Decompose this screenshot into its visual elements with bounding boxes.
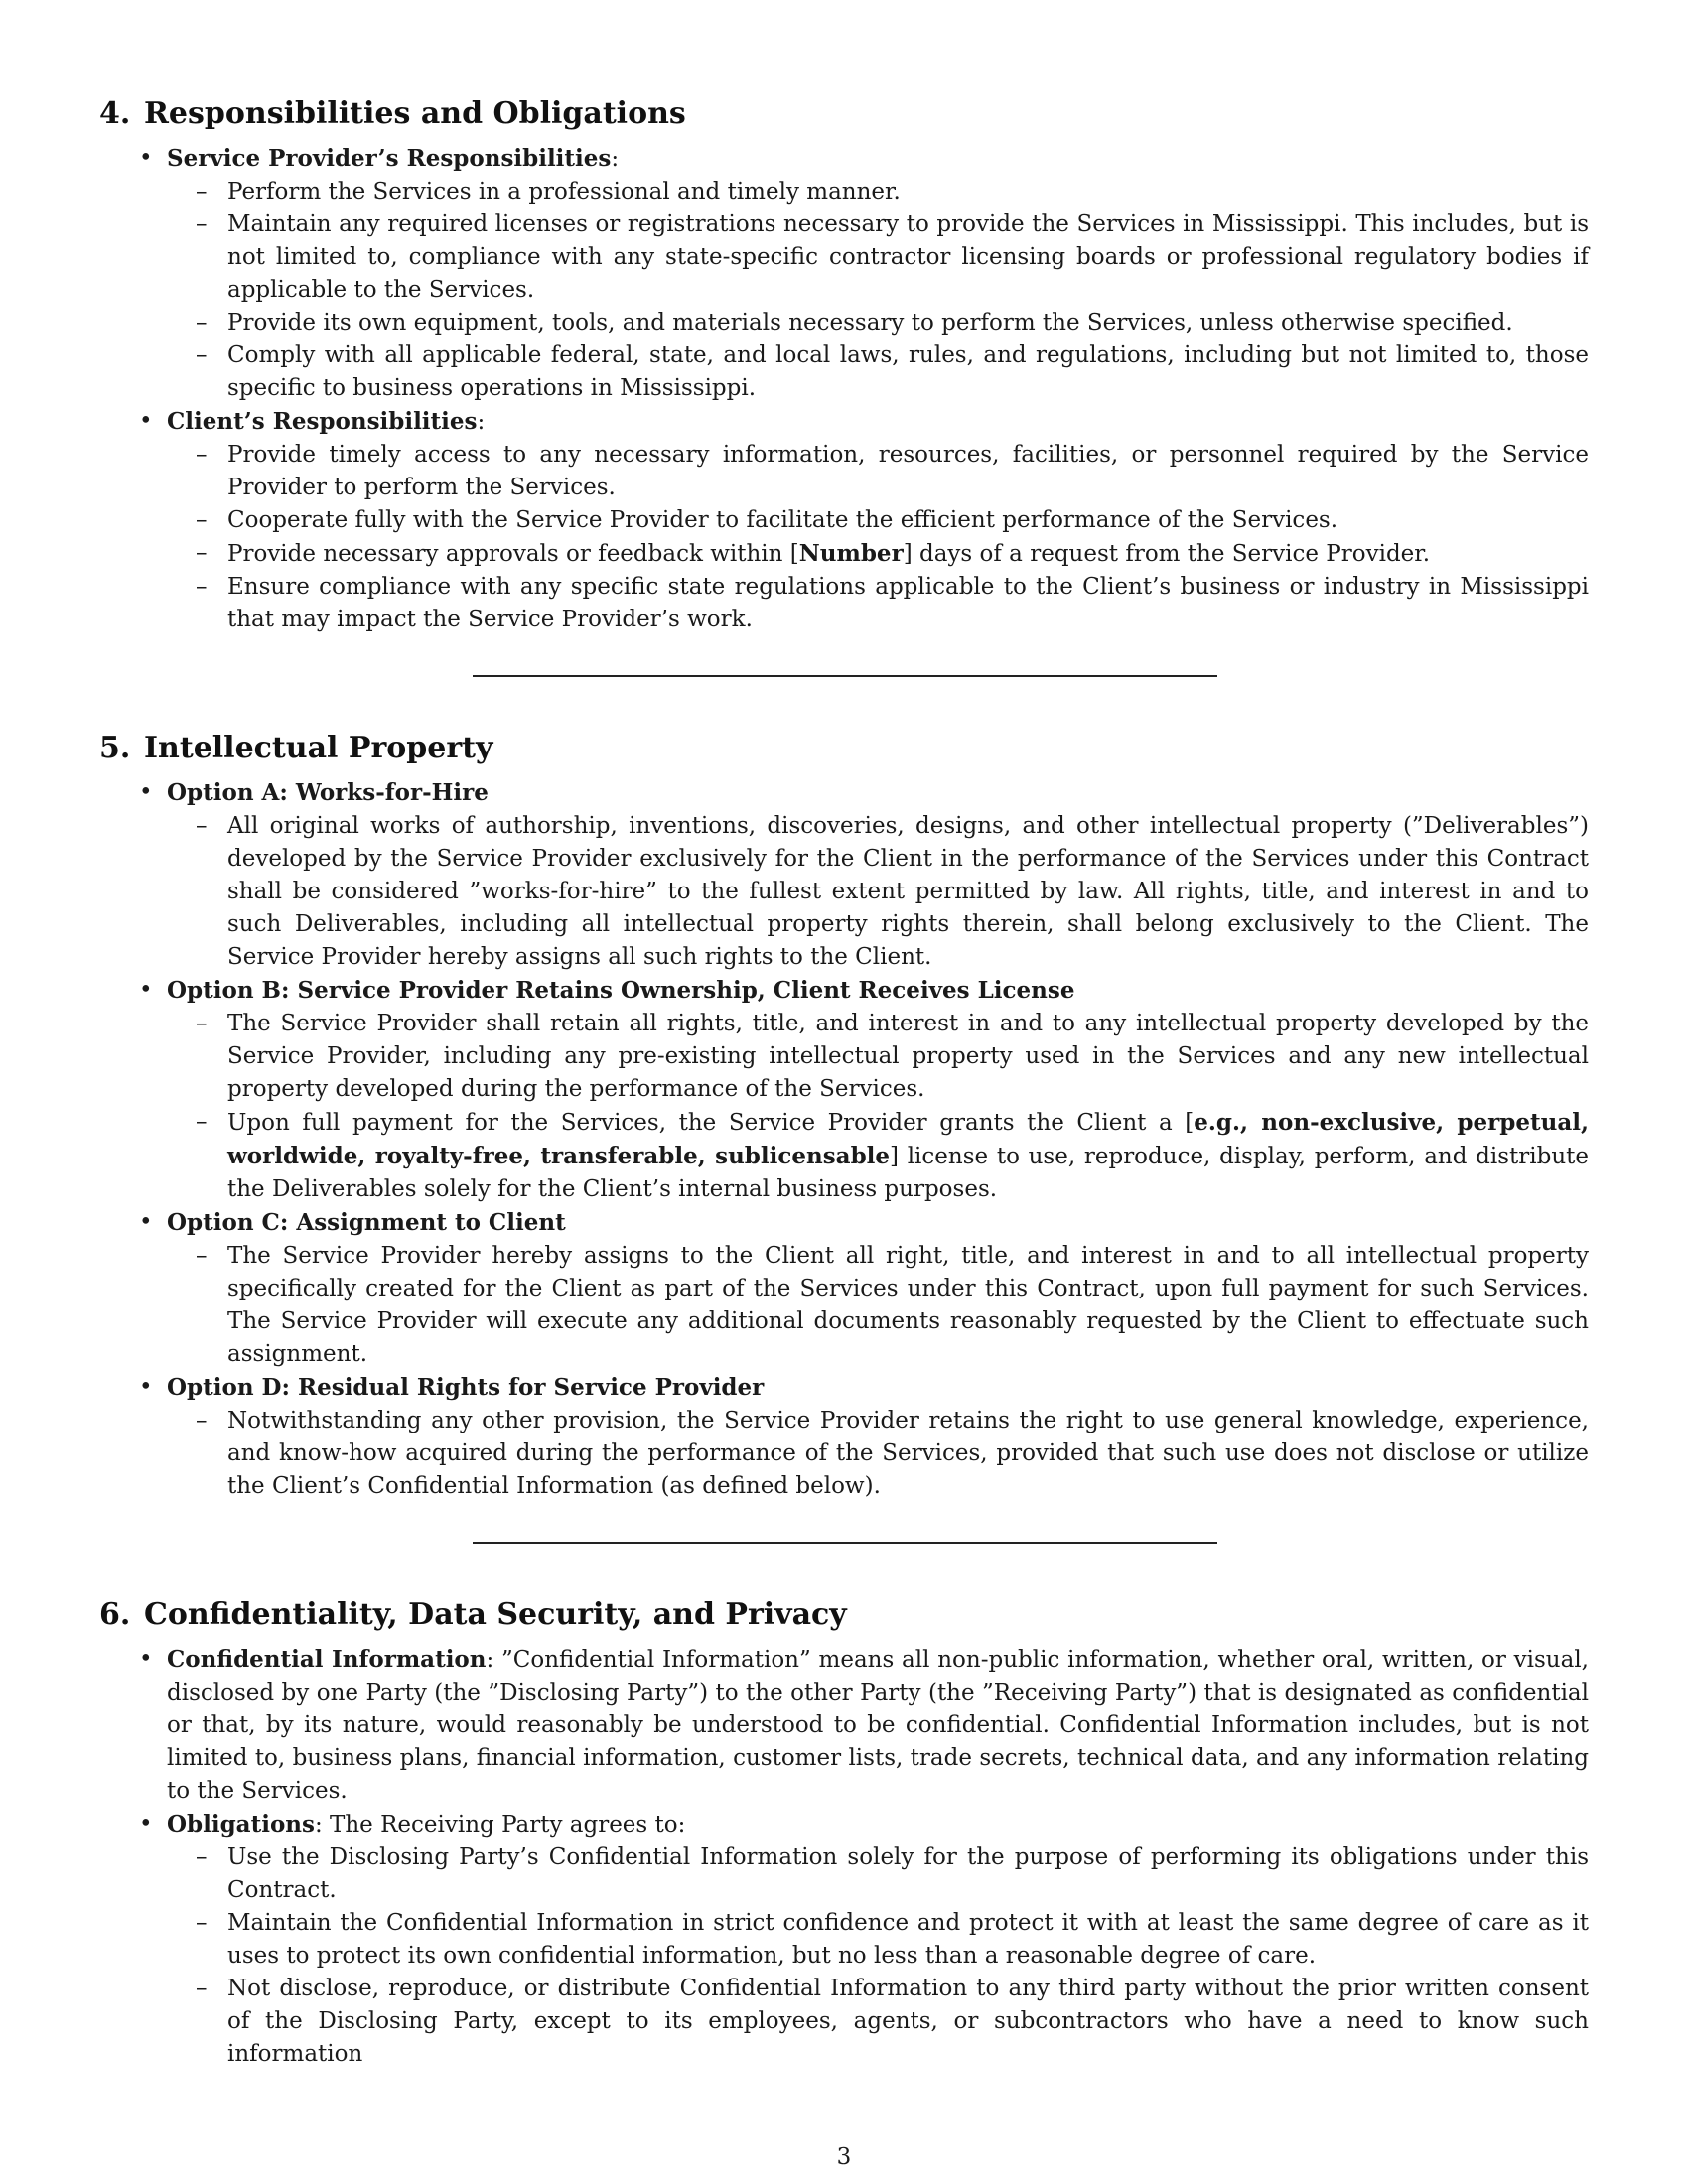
list-item <box>227 537 1589 571</box>
subheading-confidential-information: Confidential Information <box>167 1646 487 1673</box>
list-item: – Use the Disclosing Party’s Confidential Information solely for the purpose of performing its obligations under this Contract. <box>227 1842 1589 1907</box>
section-number: 6. <box>99 1597 131 1632</box>
list-item: – Notwithstanding any other provision, the Service Provider retains the right to use general knowledge, experience, and know-how acquired during the performance of the Services, provided that such use does not disclose or utilize the Client’s Confidential Information (as defined below). <box>227 1405 1589 1503</box>
placeholder-number: Number <box>798 540 904 567</box>
list-item: • Client’s Responsibilities: – Provide timely access to any necessary information, resources, facilities, or personnel required by the Service Provider to perform the Services. – Cooperate fully with the Service Provider to facilitate the efficient performance of the Services. – Provide necessary approvals or feedback within [Number] days of a request from the Service Provider. – Ensure compliance with any specific state regulations applicable to the Client’s business or industry in Mississippi that may impact the Service Provider’s work. <box>167 405 1589 636</box>
list-item <box>167 974 1589 1206</box>
subheading-client-responsibilities: Client’s Responsibilities <box>167 408 478 435</box>
list-item <box>227 1106 1589 1206</box>
client-responsibilities-list <box>167 439 1589 636</box>
list-item: • Service Provider’s Responsibilities: – Perform the Services in a professional and timely manner. – Maintain any required licenses or registrations necessary to provide the Services in Mississippi. This includes, but is not limited to, compliance with any state-specific contractor licensing boards or professional regulatory bodies if applicable to the Services. – Provide its own equipment, tools, and materials necessary to perform the Services, unless otherwise specified. – Comply with all applicable federal, state, and local laws, rules, and regulations, including but not limited to, those specific to business operations in Mississippi. <box>167 142 1589 405</box>
subheading-option-d: Option D: Residual Rights for Service Provider <box>167 1374 765 1401</box>
section-divider <box>473 675 1217 677</box>
list-item: – Provide its own equipment, tools, and materials necessary to perform the Services, unless otherwise specified. <box>227 307 1589 340</box>
text: Upon full payment for the Services, the Service Provider grants the Client a [ <box>227 1110 1195 1136</box>
section-5-list <box>99 776 1589 1503</box>
subheading-option-a: Option A: Works-for-Hire <box>167 779 489 806</box>
list-item: – Not disclose, reproduce, or distribute Confidential Information to any third party without the prior written consent of the Disclosing Party, except to its employees, agents, or subcontractors who have a need to know such information <box>227 1973 1589 2071</box>
list-item <box>167 1371 1589 1503</box>
text: ] days of a request from the Service Provider. <box>903 541 1431 567</box>
list-item: – All original works of authorship, inventions, discoveries, designs, and other intellectual property (”Deliverables”) developed by the Service Provider exclusively for the Client in the performance of the Services under this Contract shall be considered ”works-for-hire” to the fullest extent permitted by law. All rights, title, and interest in and to such Deliverables, including all intellectual property rights therein, shall belong exclusively to the Client. The Service Provider hereby assigns all such rights to the Client. <box>227 810 1589 974</box>
list-item: – Maintain the Confidential Information in strict confidence and protect it with at least the same degree of care as it uses to protect its own confidential information, but no less than a reasonable degree of care. <box>227 1907 1589 1973</box>
text: Provide necessary approvals or feedback within [ <box>227 541 799 567</box>
section-divider <box>473 1542 1217 1544</box>
section-title: Confidentiality, Data Security, and Privacy <box>144 1597 847 1632</box>
list-item: – Perform the Services in a professional and timely manner. <box>227 176 1589 208</box>
list-item: – Ensure compliance with any specific state regulations applicable to the Client’s business or industry in Mississippi that may impact the Service Provider’s work. <box>227 571 1589 636</box>
text: ] license to use, reproduce, display, perform, and distribute the Deliverables solely for the Client’s internal business purposes. <box>227 1144 1590 1202</box>
section-number: 4. <box>99 96 131 131</box>
placeholder-license-terms: e.g., non-exclusive, perpetual, worldwide, royalty-free, transferable, sublicensable <box>227 1109 1589 1169</box>
subheading-provider-responsibilities: Service Provider’s Responsibilities <box>167 145 612 172</box>
page-number: 3 <box>836 2144 852 2170</box>
section-6-heading <box>99 1595 1589 1635</box>
section-5-heading <box>99 729 1589 768</box>
section-title: Intellectual Property <box>144 731 493 765</box>
section-4-list <box>99 142 1589 636</box>
list-item: – The Service Provider hereby assigns to the Client all right, title, and interest in and to all intellectual property specifically created for the Client as part of the Services under this Contract, upon full payment for such Services. The Service Provider will execute any additional documents reasonably requested by the Client to effectuate such assignment. <box>227 1240 1589 1371</box>
subheading-obligations: Obligations <box>167 1811 315 1838</box>
list-item: – The Service Provider shall retain all rights, title, and interest in and to any intellectual property developed by the Service Provider, including any pre-existing intellectual property used in the Services and any new intellectual property developed during the performance of the Services. <box>227 1008 1589 1106</box>
provider-responsibilities-list <box>167 176 1589 405</box>
list-item: – Comply with all applicable federal, state, and local laws, rules, and regulations, including but not limited to, those specific to business operations in Mississippi. <box>227 340 1589 405</box>
list-item <box>167 1206 1589 1371</box>
list-item <box>167 776 1589 974</box>
list-item: – Maintain any required licenses or registrations necessary to provide the Services in Mississippi. This includes, but is not limited to, compliance with any state-specific contractor licensing boards or professional regulatory bodies if applicable to the Services. <box>227 208 1589 307</box>
list-item: – Provide timely access to any necessary information, resources, facilities, or personnel required by the Service Provider to perform the Services. <box>227 439 1589 504</box>
subheading-option-c: Option C: Assignment to Client <box>167 1209 566 1236</box>
list-item <box>167 1643 1589 1808</box>
list-item: – Cooperate fully with the Service Provider to facilitate the efficient performance of the Services. <box>227 504 1589 537</box>
section-6-list <box>99 1643 1589 2071</box>
text: : The Receiving Party agrees to: <box>314 1812 686 1838</box>
document-page <box>99 94 1589 2071</box>
section-title: Responsibilities and Obligations <box>144 96 686 131</box>
subheading-option-b: Option B: Service Provider Retains Ownership, Client Receives License <box>167 977 1075 1004</box>
list-item <box>167 1808 1589 2071</box>
section-number: 5. <box>99 731 131 765</box>
section-4-heading <box>99 94 1589 134</box>
text: : ”Confidential Information” means all non-public information, whether oral, written, or visual, disclosed by one Party (the ”Disclosing Party”) to the other Party (the ”Receiving Party”) that is designated as confidential or that, by its nature, would reasonably be understood to be confidential. Confidential Information includes, but is not limited to, business plans, financial information, customer lists, trade secrets, technical data, and any information relating to the Services. <box>167 1647 1589 1804</box>
